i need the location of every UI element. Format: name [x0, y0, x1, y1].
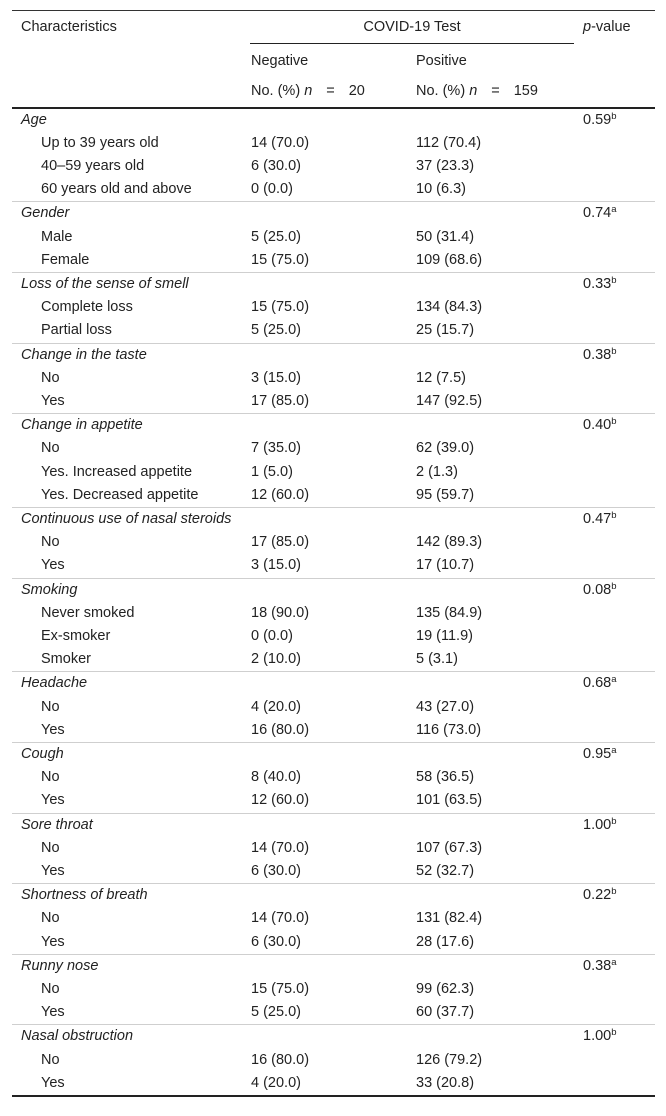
positive-value: 135 (84.9)	[416, 604, 483, 621]
table-row	[12, 531, 655, 554]
p-value-cell	[574, 507, 655, 531]
p-italic: p	[583, 19, 592, 35]
p-value: 0.38	[583, 346, 612, 363]
group-label: Age	[21, 111, 47, 128]
table-row	[12, 696, 655, 719]
positive-value: 142 (89.3)	[416, 534, 483, 551]
positive-value: 50 (31.4)	[416, 228, 475, 245]
table-row	[12, 789, 655, 813]
row-label: Yes	[12, 1072, 250, 1096]
row-label: No	[41, 839, 60, 856]
negative-value: 5 (25.0)	[251, 322, 301, 339]
p-value-note: b	[611, 886, 617, 898]
p-value: 0.74	[583, 205, 612, 222]
table-row	[12, 178, 655, 202]
positive-value: 95 (59.7)	[416, 486, 475, 503]
results-table-container	[12, 10, 655, 1097]
positive-value: 37 (23.3)	[416, 157, 475, 174]
row-label: Yes	[41, 863, 65, 879]
table-row	[12, 648, 655, 672]
positive-n: 159	[513, 82, 538, 99]
table-row	[12, 367, 655, 390]
positive-value: 62 (39.0)	[416, 440, 475, 457]
p-value-cell	[574, 742, 655, 766]
table-row	[12, 554, 655, 578]
positive-value: 58 (36.5)	[416, 769, 475, 786]
table-row	[12, 931, 655, 955]
row-label: Female	[41, 251, 90, 268]
p-value-cell	[574, 108, 655, 132]
table-row	[12, 1072, 655, 1096]
negative-value: 4 (20.0)	[251, 698, 301, 715]
row-label: Yes	[41, 557, 65, 574]
p-value: 0.59	[583, 111, 612, 128]
table-row	[12, 978, 655, 1001]
table-row	[12, 907, 655, 930]
p-value: 0.47	[583, 510, 612, 527]
negative-value: 15 (75.0)	[251, 981, 310, 998]
group-row	[12, 108, 655, 132]
p-value: 1.00	[583, 816, 612, 833]
negative-value: 2 (10.0)	[251, 651, 301, 668]
positive-value: 28 (17.6)	[416, 933, 475, 950]
positive-value: 60 (37.7)	[416, 1004, 475, 1021]
row-label: No	[41, 534, 60, 551]
group-label: Cough	[12, 742, 250, 766]
group-row	[12, 813, 655, 837]
p-value-note: b	[611, 509, 617, 521]
group-row	[12, 884, 655, 908]
p-value-header	[574, 11, 655, 44]
p-value-note: b	[611, 580, 617, 592]
negative-value: 6 (30.0)	[251, 863, 301, 879]
p-value-note: a	[611, 744, 617, 756]
row-label: Never smoked	[41, 604, 135, 621]
p-value: 0.38	[583, 957, 612, 974]
positive-value: 19 (11.9)	[416, 627, 473, 644]
group-label: Gender	[12, 202, 250, 226]
positive-value: 99 (62.3)	[416, 981, 475, 998]
table-row	[12, 437, 655, 460]
p-value-cell	[574, 1025, 655, 1049]
table-row	[12, 837, 655, 860]
p-value-note: b	[611, 274, 617, 286]
negative-value: 17 (85.0)	[251, 534, 310, 551]
negative-value: 14 (70.0)	[251, 134, 310, 151]
group-label: Headache	[12, 672, 250, 696]
positive-value: 116 (73.0)	[416, 721, 482, 738]
table-header	[12, 11, 655, 108]
p-value-note: b	[611, 345, 617, 357]
negative-value: 0 (0.0)	[251, 627, 293, 644]
row-label: Male	[41, 228, 73, 245]
row-label: Ex-smoker	[41, 627, 111, 644]
row-label: Yes. Increased appetite	[41, 463, 193, 480]
group-row	[12, 507, 655, 531]
table-row	[12, 719, 655, 743]
positive-value: 12 (7.5)	[416, 369, 466, 386]
group-label: Continuous use of nasal steroids	[12, 507, 250, 531]
group-label: Change in appetite	[12, 414, 250, 438]
positive-value: 101 (63.5)	[416, 792, 483, 809]
negative-value: 16 (80.0)	[251, 721, 310, 738]
negative-value: 3 (15.0)	[251, 557, 301, 574]
group-row	[12, 1025, 655, 1049]
negative-value: 7 (35.0)	[251, 440, 301, 457]
row-label: No	[41, 1051, 60, 1068]
negative-value: 0 (0.0)	[251, 181, 293, 198]
negative-value: 8 (40.0)	[251, 769, 301, 786]
positive-value: 43 (27.0)	[416, 698, 475, 715]
negative-value: 6 (30.0)	[251, 933, 301, 950]
positive-value: 112 (70.4)	[416, 134, 482, 151]
positive-value: 33 (20.8)	[407, 1072, 574, 1096]
positive-value: 52 (32.7)	[416, 863, 475, 879]
table-row	[12, 625, 655, 648]
p-value: 0.08	[583, 581, 612, 598]
group-row	[12, 272, 655, 296]
p-value-cell	[574, 414, 655, 438]
row-label: No	[41, 981, 60, 998]
row-label: Yes. Decreased appetite	[41, 486, 199, 503]
row-label: Yes	[41, 721, 65, 738]
positive-value: 107 (67.3)	[416, 839, 483, 856]
positive-value: 5 (3.1)	[416, 651, 458, 668]
group-label: Runny nose	[12, 954, 250, 978]
negative-value: 16 (80.0)	[251, 1051, 310, 1068]
negative-value: 12 (60.0)	[251, 792, 310, 809]
p-value: 1.00	[583, 1028, 612, 1045]
table-row	[12, 461, 655, 484]
row-label: Yes	[41, 392, 65, 409]
p-value-note: a	[611, 674, 617, 686]
covid-characteristics-table	[12, 10, 655, 1097]
p-value: 0.40	[583, 417, 612, 434]
group-row	[12, 672, 655, 696]
p-value-cell	[574, 202, 655, 226]
negative-value: 6 (30.0)	[251, 157, 301, 174]
table-row	[12, 249, 655, 273]
covid-test-header: COVID-19 Test	[250, 11, 574, 44]
row-label: No	[41, 769, 60, 786]
group-label: Shortness of breath	[12, 884, 250, 908]
negative-value: 14 (70.0)	[251, 839, 310, 856]
table-row	[12, 390, 655, 414]
positive-value: 10 (6.3)	[416, 181, 466, 198]
row-label: No	[41, 440, 60, 457]
p-value-note: b	[611, 815, 617, 827]
row-label: Smoker	[41, 651, 91, 668]
negative-value: 18 (90.0)	[251, 604, 310, 621]
positive-count-header: No. (%) n = 159	[407, 77, 574, 108]
negative-value: 14 (70.0)	[251, 910, 310, 927]
row-label: 60 years old and above	[41, 181, 192, 198]
group-row	[12, 742, 655, 766]
group-label: Loss of the sense of smell	[12, 272, 250, 296]
p-value-note: b	[611, 1027, 617, 1039]
negative-value: 1 (5.0)	[251, 463, 293, 480]
table-body	[12, 108, 655, 1097]
table-row	[12, 484, 655, 508]
row-label: Yes	[41, 1004, 65, 1021]
table-row	[12, 860, 655, 884]
table-row	[12, 155, 655, 178]
group-row	[12, 414, 655, 438]
negative-value: 4 (20.0)	[250, 1072, 407, 1096]
group-label: Smoking	[12, 578, 250, 602]
negative-count-header: No. (%) n = 20	[250, 77, 407, 108]
p-value: 0.68	[583, 675, 612, 692]
group-label: Sore throat	[12, 813, 250, 837]
p-value-note: a	[611, 204, 617, 216]
characteristics-header: Characteristics	[21, 19, 117, 35]
p-value-suffix: -value	[591, 19, 631, 35]
negative-value: 15 (75.0)	[251, 251, 310, 268]
p-value: 0.95	[583, 745, 612, 762]
p-value-cell	[574, 578, 655, 602]
group-row	[12, 578, 655, 602]
positive-value: 2 (1.3)	[416, 463, 458, 480]
positive-value: 17 (10.7)	[416, 557, 475, 574]
row-label: Yes	[41, 933, 65, 950]
positive-value: 109 (68.6)	[416, 251, 483, 268]
row-label: Partial loss	[41, 322, 112, 339]
row-label: Complete loss	[41, 299, 133, 316]
row-label: Yes	[41, 792, 65, 809]
table-row	[12, 1001, 655, 1025]
positive-value: 25 (15.7)	[416, 322, 475, 339]
positive-value: 147 (92.5)	[416, 392, 483, 409]
row-label: 40–59 years old	[41, 157, 145, 174]
negative-value: 5 (25.0)	[251, 228, 301, 245]
negative-value: 17 (85.0)	[251, 392, 310, 409]
table-row	[12, 132, 655, 155]
p-value-cell	[574, 343, 655, 367]
table-row	[12, 226, 655, 249]
p-value-note: a	[611, 956, 617, 968]
negative-n: 20	[348, 82, 365, 99]
positive-header: Positive	[416, 53, 467, 69]
p-value-cell	[574, 672, 655, 696]
negative-header: Negative	[251, 53, 309, 69]
positive-value: 134 (84.3)	[416, 299, 483, 316]
p-value-note: b	[611, 416, 617, 428]
group-row	[12, 343, 655, 367]
row-label: No	[41, 369, 60, 386]
negative-value: 3 (15.0)	[251, 369, 301, 386]
p-value-cell	[574, 813, 655, 837]
group-label: Nasal obstruction	[12, 1025, 250, 1049]
table-row	[12, 602, 655, 625]
negative-value: 12 (60.0)	[251, 486, 310, 503]
p-value-cell	[574, 272, 655, 296]
table-row	[12, 766, 655, 789]
table-row	[12, 1049, 655, 1072]
p-value-cell	[574, 954, 655, 978]
group-row	[12, 202, 655, 226]
row-label: Up to 39 years old	[41, 134, 159, 151]
p-value: 0.22	[583, 887, 612, 904]
p-value: 0.33	[583, 275, 612, 292]
positive-value: 131 (82.4)	[416, 910, 483, 927]
p-value-cell	[574, 884, 655, 908]
table-row	[12, 319, 655, 343]
positive-value: 126 (79.2)	[416, 1051, 483, 1068]
p-value-note: b	[611, 110, 617, 122]
table-row	[12, 296, 655, 319]
group-row	[12, 954, 655, 978]
group-label: Change in the taste	[12, 343, 250, 367]
row-label: No	[41, 698, 60, 715]
negative-value: 15 (75.0)	[251, 299, 310, 316]
row-label: No	[41, 910, 60, 927]
negative-value: 5 (25.0)	[251, 1004, 301, 1021]
